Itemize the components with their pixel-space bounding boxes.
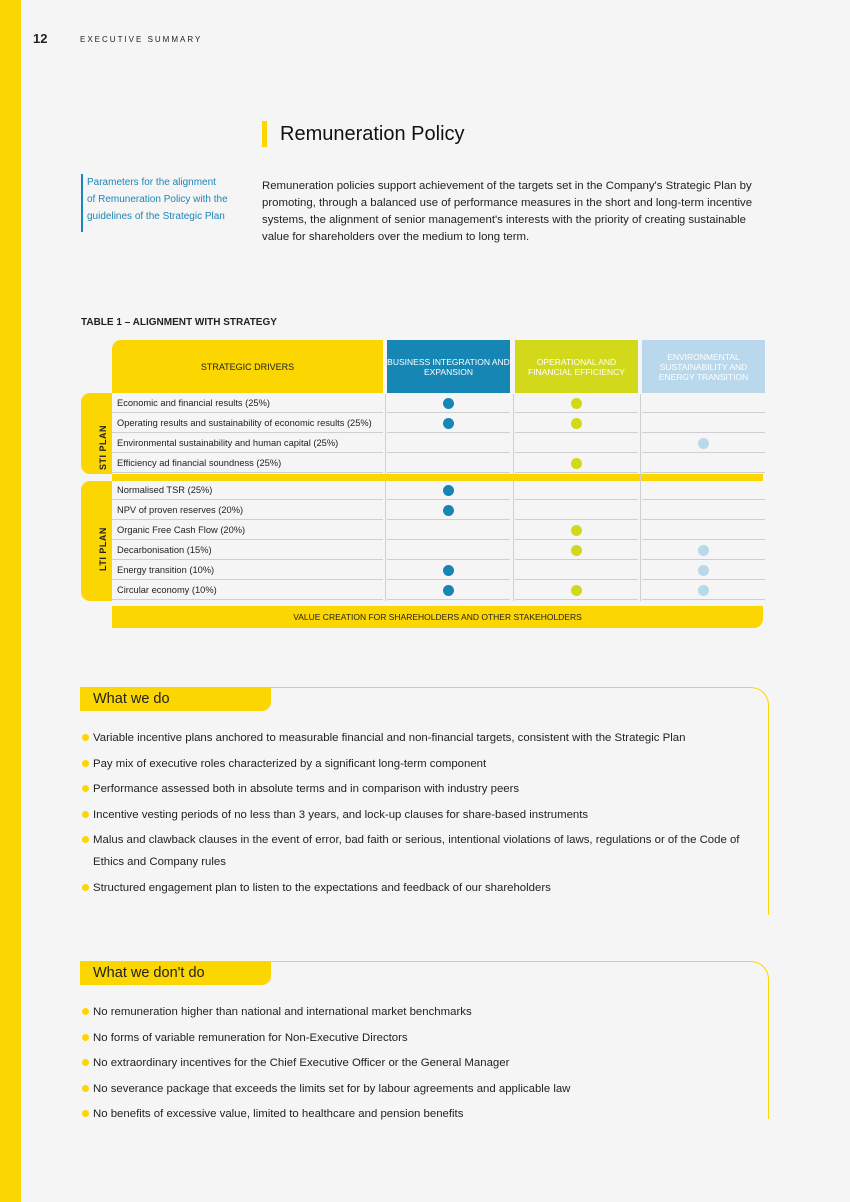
table-row [112,454,763,474]
table-row [112,481,763,501]
table-cell [642,454,765,473]
table-cell [515,434,638,453]
table-cell [642,434,765,453]
row-label: Operating results and sustainability of economic results (25%) [112,414,383,433]
alignment-dot [571,525,582,536]
sti-rows [112,394,763,474]
table-cell [515,541,638,560]
table-cell [515,501,638,520]
alignment-dot [443,418,454,429]
alignment-dot [698,585,709,596]
row-label: Energy transition (10%) [112,561,383,580]
table-cell [387,454,510,473]
bullet-item [80,753,760,775]
column-header-environmental-sustainability: ENVIRONMENTAL SUSTAINABILITY AND ENERGY TRANSITION [642,340,765,393]
bullet-item [80,877,760,899]
table-row [112,501,763,521]
row-label: Decarbonisation (15%) [112,541,383,560]
alignment-dot [443,505,454,516]
bullet-dot-icon [82,734,89,741]
what-we-dont-do-box [80,961,769,1119]
table-cell [387,541,510,560]
table-cell [515,581,638,600]
bullet-dot-icon [82,785,89,792]
bullet-item [80,1027,760,1049]
what-we-dont-do-list [80,1001,760,1129]
page-number: 12 [33,31,48,46]
bullet-dot-icon [82,811,89,818]
table-cell [515,561,638,580]
bullet-dot-icon [82,1008,89,1015]
bullet-dot-icon [82,1085,89,1092]
table-cell [515,521,638,540]
table-row [112,581,763,601]
bullet-text: No severance package that exceeds the limits set for by labour agreements and applicable law [93,1082,571,1095]
bullet-text: No benefits of excessive value, limited to healthcare and pension benefits [93,1108,464,1120]
table-divider [385,394,386,601]
column-header-business-integration: BUSINESS INTEGRATION AND EXPANSION [387,340,510,393]
bullet-text: Pay mix of executive roles characterized by a significant long-term component [93,757,487,770]
row-label: NPV of proven reserves (20%) [112,501,383,520]
alignment-dot [443,398,454,409]
bullet-text: Performance assessed both in absolute terms and in comparison with industry peers [93,783,520,795]
sidenote-line: of Remuneration Policy with the [87,194,228,205]
table-cell [642,414,765,433]
bullet-item [80,829,760,873]
row-label: Economic and financial results (25%) [112,394,383,413]
table-divider [640,394,641,601]
table-cell [642,521,765,540]
table-divider [513,394,514,601]
table-cell [387,521,510,540]
table-cell [387,414,510,433]
table-cell [387,501,510,520]
table-cell [515,454,638,473]
table-cell [515,481,638,500]
alignment-dot [698,438,709,449]
bullet-dot-icon [82,1110,89,1117]
page-title: Remuneration Policy [280,123,465,145]
table-cell [642,581,765,600]
what-we-do-list [80,727,760,902]
table-row [112,394,763,414]
row-label: Efficiency ad financial soundness (25%) [112,454,383,473]
bullet-item [80,1103,760,1125]
table-row [112,561,763,581]
alignment-dot [571,545,582,556]
plan-separator [112,474,763,481]
alignment-dot [698,565,709,576]
alignment-dot [698,545,709,556]
bullet-dot-icon [82,1034,89,1041]
bullet-item [80,1052,760,1074]
bullet-item [80,778,760,800]
alignment-dot [571,418,582,429]
alignment-dot [571,398,582,409]
table-title: TABLE 1 – ALIGNMENT WITH STRATEGY [81,317,277,328]
bullet-dot-icon [82,760,89,767]
bullet-dot-icon [82,884,89,891]
what-we-do-title: What we do [80,688,271,711]
table-cell [387,481,510,500]
row-label: Circular economy (10%) [112,581,383,600]
sidenote [81,174,231,232]
table-cell [642,481,765,500]
table-row [112,541,763,561]
alignment-dot [571,458,582,469]
page-accent-bar [0,0,21,1202]
bullet-text: Variable incentive plans anchored to measurable financial and non-financial targets, consistent with the Strategic Plan [93,732,686,744]
bullet-text: Incentive vesting periods of no less than 3 years, and lock-up clauses for share-based instruments [93,808,589,821]
column-header-operational-efficiency: OPERATIONAL AND FINANCIAL EFFICIENCY [515,340,638,393]
bullet-text: Structured engagement plan to listen to the expectations and feedback of our shareholders [93,881,551,894]
alignment-dot [571,585,582,596]
sidenote-line: Parameters for the alignment [87,177,216,188]
table-cell [642,541,765,560]
bullet-text: No remuneration higher than national and international market benchmarks [93,1006,472,1018]
bullet-item [80,727,760,749]
table-cell [642,561,765,580]
table-cell [515,394,638,413]
bullet-dot-icon [82,836,89,843]
what-we-do-box [80,687,769,915]
alignment-dot [443,565,454,576]
alignment-dot [443,485,454,496]
table-cell [387,394,510,413]
table-row [112,434,763,454]
table-cell [642,394,765,413]
bullet-item [80,1078,760,1100]
lti-rows [112,481,763,601]
section-label: EXECUTIVE SUMMARY [80,35,203,44]
bullet-text: No extraordinary incentives for the Chief Executive Officer or the General Manager [93,1057,510,1069]
bullet-item [80,1001,760,1023]
bullet-text: Malus and clawback clauses in the event of error, bad faith or serious, intentional violations of laws, regulations or of the Code of Ethics and Company rules [93,834,740,868]
table-cell [515,414,638,433]
table-row [112,414,763,434]
table-cell [387,561,510,580]
bullet-item [80,804,760,826]
table-cell [387,581,510,600]
lti-plan-label: LTI PLAN [98,527,108,571]
intro-paragraph: Remuneration policies support achievement of the targets set in the Company's Strategic Plan by promoting, through a balanced use of performance measures in the short and long-term incentive systems, the alignment of senior management's interests with the priority of creating sustainable value for shareholders over the medium to long term. [262,180,753,243]
title-marker [262,121,267,147]
sti-plan-label: STI PLAN [98,424,108,470]
table-row [112,521,763,541]
alignment-dot [443,585,454,596]
bullet-text: No forms of variable remuneration for Non-Executive Directors [93,1031,408,1044]
bullet-dot-icon [82,1059,89,1066]
row-label: Environmental sustainability and human capital (25%) [112,434,383,453]
value-creation-band: VALUE CREATION FOR SHAREHOLDERS AND OTHER STAKEHOLDERS [112,606,763,628]
table-cell [387,434,510,453]
sidenote-line: guidelines of the Strategic Plan [87,211,225,222]
what-we-dont-do-title: What we don't do [80,962,271,985]
row-label: Normalised TSR (25%) [112,481,383,500]
row-label: Organic Free Cash Flow (20%) [112,521,383,540]
strategic-drivers-header: STRATEGIC DRIVERS [112,340,383,393]
table-cell [642,501,765,520]
